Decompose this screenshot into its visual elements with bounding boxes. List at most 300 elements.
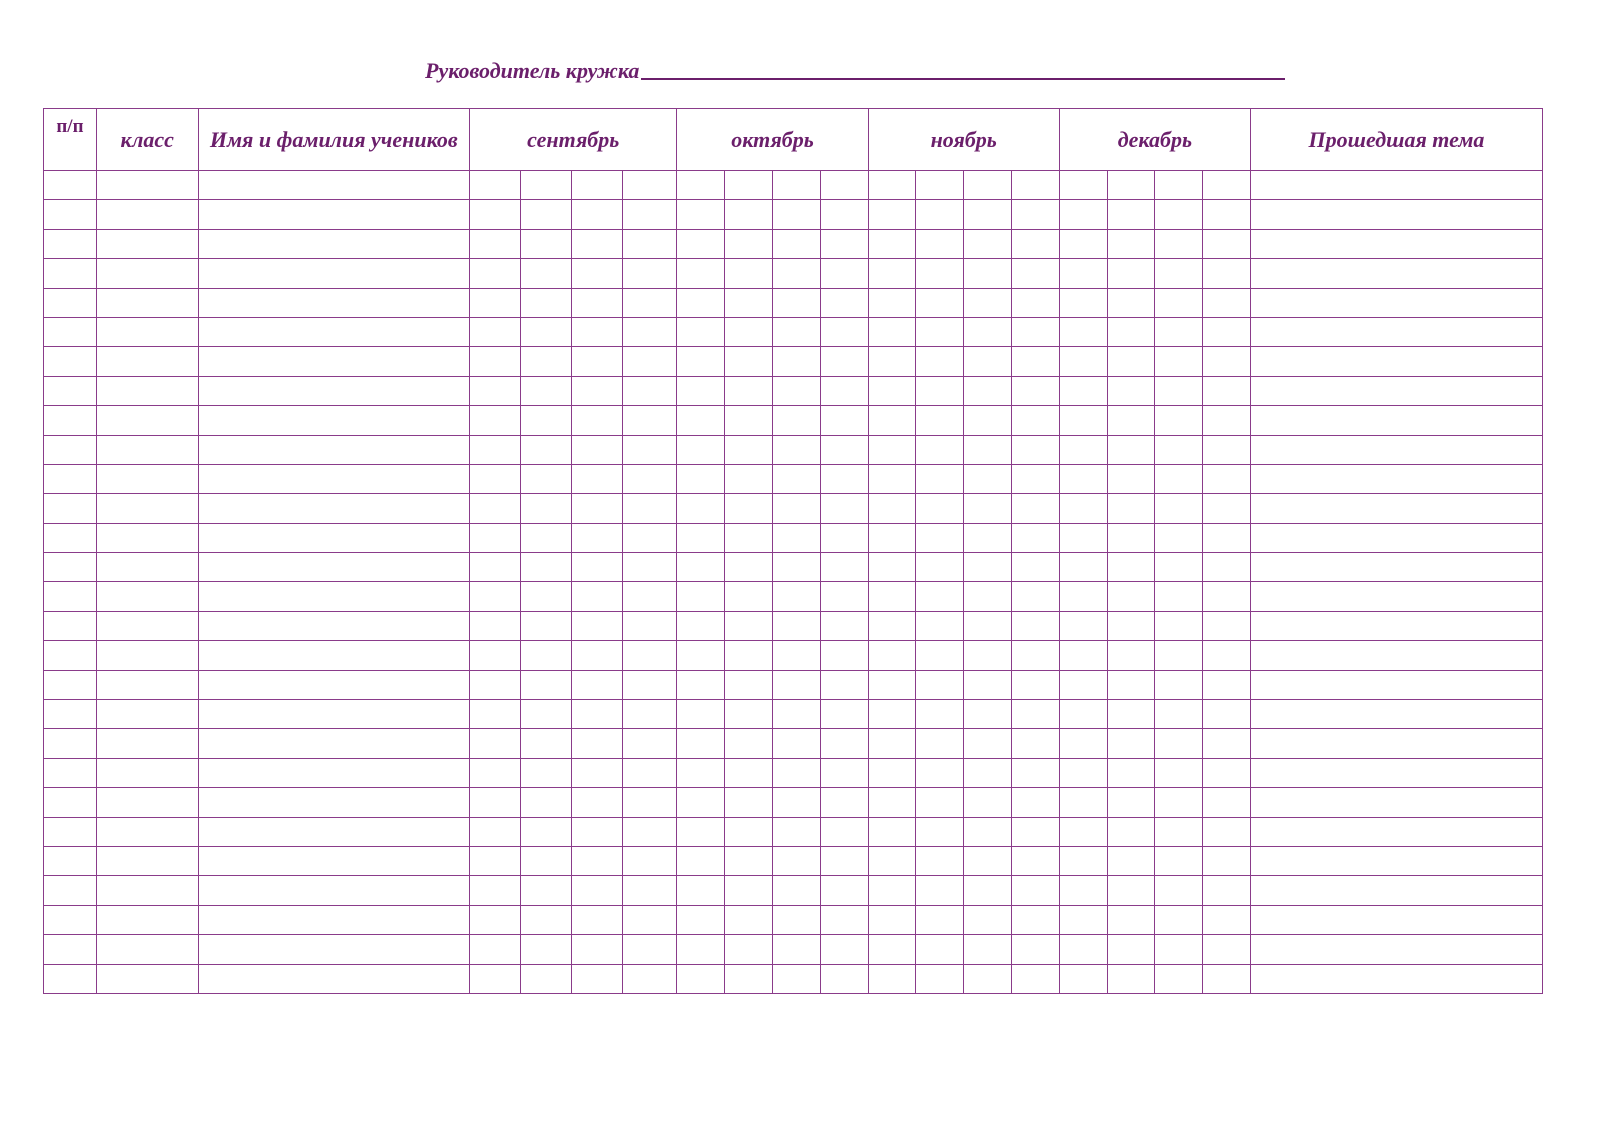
attendance-cell[interactable]: [677, 317, 725, 346]
attendance-cell[interactable]: [1203, 406, 1251, 435]
attendance-cell[interactable]: [725, 729, 773, 758]
class-cell[interactable]: [96, 171, 198, 200]
attendance-cell[interactable]: [916, 905, 964, 934]
attendance-cell[interactable]: [1059, 435, 1107, 464]
num-cell[interactable]: [44, 700, 97, 729]
attendance-cell[interactable]: [916, 788, 964, 817]
name-cell[interactable]: [198, 288, 470, 317]
attendance-cell[interactable]: [868, 611, 916, 640]
signature-line[interactable]: [641, 78, 1285, 80]
attendance-cell[interactable]: [773, 553, 821, 582]
attendance-cell[interactable]: [725, 553, 773, 582]
class-cell[interactable]: [96, 376, 198, 405]
attendance-cell[interactable]: [1107, 376, 1155, 405]
attendance-cell[interactable]: [571, 641, 622, 670]
topic-cell[interactable]: [1250, 464, 1542, 493]
attendance-cell[interactable]: [1059, 376, 1107, 405]
attendance-cell[interactable]: [916, 288, 964, 317]
attendance-cell[interactable]: [916, 200, 964, 229]
attendance-cell[interactable]: [1155, 964, 1203, 993]
name-cell[interactable]: [198, 641, 470, 670]
topic-cell[interactable]: [1250, 817, 1542, 846]
attendance-cell[interactable]: [964, 229, 1012, 258]
attendance-cell[interactable]: [520, 670, 571, 699]
name-cell[interactable]: [198, 347, 470, 376]
attendance-cell[interactable]: [1107, 964, 1155, 993]
attendance-cell[interactable]: [1155, 817, 1203, 846]
attendance-cell[interactable]: [725, 376, 773, 405]
class-cell[interactable]: [96, 229, 198, 258]
attendance-cell[interactable]: [520, 876, 571, 905]
attendance-cell[interactable]: [1155, 347, 1203, 376]
attendance-cell[interactable]: [725, 817, 773, 846]
num-cell[interactable]: [44, 523, 97, 552]
attendance-cell[interactable]: [1155, 846, 1203, 875]
attendance-cell[interactable]: [820, 641, 868, 670]
attendance-cell[interactable]: [916, 553, 964, 582]
attendance-cell[interactable]: [622, 611, 677, 640]
attendance-cell[interactable]: [520, 406, 571, 435]
attendance-cell[interactable]: [773, 317, 821, 346]
attendance-cell[interactable]: [1011, 464, 1059, 493]
topic-cell[interactable]: [1250, 553, 1542, 582]
attendance-cell[interactable]: [1011, 288, 1059, 317]
attendance-cell[interactable]: [1203, 171, 1251, 200]
attendance-cell[interactable]: [1155, 229, 1203, 258]
attendance-cell[interactable]: [1107, 229, 1155, 258]
attendance-cell[interactable]: [677, 905, 725, 934]
attendance-cell[interactable]: [1059, 259, 1107, 288]
attendance-cell[interactable]: [622, 758, 677, 787]
attendance-cell[interactable]: [1107, 788, 1155, 817]
class-cell[interactable]: [96, 317, 198, 346]
topic-cell[interactable]: [1250, 317, 1542, 346]
attendance-cell[interactable]: [470, 347, 521, 376]
name-cell[interactable]: [198, 700, 470, 729]
attendance-cell[interactable]: [1203, 876, 1251, 905]
attendance-cell[interactable]: [571, 523, 622, 552]
attendance-cell[interactable]: [1203, 200, 1251, 229]
attendance-cell[interactable]: [622, 435, 677, 464]
attendance-cell[interactable]: [868, 905, 916, 934]
num-cell[interactable]: [44, 582, 97, 611]
attendance-cell[interactable]: [520, 317, 571, 346]
attendance-cell[interactable]: [677, 758, 725, 787]
attendance-cell[interactable]: [820, 259, 868, 288]
attendance-cell[interactable]: [1059, 317, 1107, 346]
attendance-cell[interactable]: [520, 758, 571, 787]
attendance-cell[interactable]: [725, 670, 773, 699]
attendance-cell[interactable]: [1059, 788, 1107, 817]
attendance-cell[interactable]: [1203, 288, 1251, 317]
attendance-cell[interactable]: [916, 317, 964, 346]
attendance-cell[interactable]: [470, 406, 521, 435]
attendance-cell[interactable]: [571, 817, 622, 846]
attendance-cell[interactable]: [868, 553, 916, 582]
attendance-cell[interactable]: [868, 641, 916, 670]
name-cell[interactable]: [198, 406, 470, 435]
attendance-cell[interactable]: [1107, 758, 1155, 787]
attendance-cell[interactable]: [622, 788, 677, 817]
attendance-cell[interactable]: [773, 376, 821, 405]
attendance-cell[interactable]: [677, 611, 725, 640]
attendance-cell[interactable]: [1059, 523, 1107, 552]
attendance-cell[interactable]: [820, 464, 868, 493]
num-cell[interactable]: [44, 435, 97, 464]
attendance-cell[interactable]: [1155, 171, 1203, 200]
attendance-cell[interactable]: [1107, 347, 1155, 376]
attendance-cell[interactable]: [868, 758, 916, 787]
attendance-cell[interactable]: [622, 905, 677, 934]
attendance-cell[interactable]: [868, 964, 916, 993]
attendance-cell[interactable]: [1203, 553, 1251, 582]
attendance-cell[interactable]: [964, 317, 1012, 346]
attendance-cell[interactable]: [1059, 582, 1107, 611]
attendance-cell[interactable]: [622, 876, 677, 905]
attendance-cell[interactable]: [964, 494, 1012, 523]
attendance-cell[interactable]: [622, 964, 677, 993]
attendance-cell[interactable]: [470, 553, 521, 582]
attendance-cell[interactable]: [725, 641, 773, 670]
class-cell[interactable]: [96, 406, 198, 435]
attendance-cell[interactable]: [916, 494, 964, 523]
class-cell[interactable]: [96, 494, 198, 523]
attendance-cell[interactable]: [677, 729, 725, 758]
attendance-cell[interactable]: [1059, 729, 1107, 758]
attendance-cell[interactable]: [868, 376, 916, 405]
attendance-cell[interactable]: [571, 611, 622, 640]
attendance-cell[interactable]: [964, 347, 1012, 376]
attendance-cell[interactable]: [820, 876, 868, 905]
attendance-cell[interactable]: [773, 435, 821, 464]
attendance-cell[interactable]: [622, 288, 677, 317]
attendance-cell[interactable]: [1155, 523, 1203, 552]
attendance-cell[interactable]: [1059, 935, 1107, 964]
attendance-cell[interactable]: [470, 288, 521, 317]
num-cell[interactable]: [44, 553, 97, 582]
class-cell[interactable]: [96, 964, 198, 993]
attendance-cell[interactable]: [470, 259, 521, 288]
attendance-cell[interactable]: [1059, 288, 1107, 317]
attendance-cell[interactable]: [571, 846, 622, 875]
num-cell[interactable]: [44, 611, 97, 640]
attendance-cell[interactable]: [677, 876, 725, 905]
attendance-cell[interactable]: [1203, 464, 1251, 493]
attendance-cell[interactable]: [773, 905, 821, 934]
num-cell[interactable]: [44, 494, 97, 523]
attendance-cell[interactable]: [725, 347, 773, 376]
attendance-cell[interactable]: [520, 553, 571, 582]
attendance-cell[interactable]: [916, 964, 964, 993]
attendance-cell[interactable]: [622, 347, 677, 376]
name-cell[interactable]: [198, 758, 470, 787]
attendance-cell[interactable]: [571, 464, 622, 493]
attendance-cell[interactable]: [820, 758, 868, 787]
attendance-cell[interactable]: [868, 259, 916, 288]
attendance-cell[interactable]: [916, 876, 964, 905]
topic-cell[interactable]: [1250, 700, 1542, 729]
attendance-cell[interactable]: [470, 670, 521, 699]
attendance-cell[interactable]: [725, 905, 773, 934]
attendance-cell[interactable]: [1107, 171, 1155, 200]
attendance-cell[interactable]: [571, 376, 622, 405]
attendance-cell[interactable]: [1203, 670, 1251, 699]
num-cell[interactable]: [44, 758, 97, 787]
attendance-cell[interactable]: [1155, 553, 1203, 582]
name-cell[interactable]: [198, 876, 470, 905]
attendance-cell[interactable]: [520, 229, 571, 258]
attendance-cell[interactable]: [916, 347, 964, 376]
attendance-cell[interactable]: [820, 523, 868, 552]
attendance-cell[interactable]: [1011, 582, 1059, 611]
attendance-cell[interactable]: [964, 700, 1012, 729]
attendance-cell[interactable]: [916, 729, 964, 758]
attendance-cell[interactable]: [773, 200, 821, 229]
attendance-cell[interactable]: [1011, 788, 1059, 817]
attendance-cell[interactable]: [1107, 259, 1155, 288]
attendance-cell[interactable]: [677, 964, 725, 993]
attendance-cell[interactable]: [964, 729, 1012, 758]
attendance-cell[interactable]: [1107, 582, 1155, 611]
num-cell[interactable]: [44, 464, 97, 493]
attendance-cell[interactable]: [1107, 935, 1155, 964]
attendance-cell[interactable]: [622, 670, 677, 699]
class-cell[interactable]: [96, 700, 198, 729]
attendance-cell[interactable]: [677, 553, 725, 582]
attendance-cell[interactable]: [868, 700, 916, 729]
attendance-cell[interactable]: [868, 347, 916, 376]
attendance-cell[interactable]: [470, 729, 521, 758]
attendance-cell[interactable]: [520, 729, 571, 758]
attendance-cell[interactable]: [1203, 494, 1251, 523]
attendance-cell[interactable]: [520, 288, 571, 317]
attendance-cell[interactable]: [773, 758, 821, 787]
class-cell[interactable]: [96, 905, 198, 934]
attendance-cell[interactable]: [1203, 259, 1251, 288]
attendance-cell[interactable]: [773, 523, 821, 552]
attendance-cell[interactable]: [470, 229, 521, 258]
attendance-cell[interactable]: [1107, 317, 1155, 346]
attendance-cell[interactable]: [677, 935, 725, 964]
attendance-cell[interactable]: [470, 876, 521, 905]
attendance-cell[interactable]: [725, 229, 773, 258]
attendance-cell[interactable]: [1059, 758, 1107, 787]
attendance-cell[interactable]: [773, 935, 821, 964]
attendance-cell[interactable]: [964, 200, 1012, 229]
attendance-cell[interactable]: [964, 905, 1012, 934]
attendance-cell[interactable]: [820, 729, 868, 758]
attendance-cell[interactable]: [677, 376, 725, 405]
attendance-cell[interactable]: [916, 611, 964, 640]
attendance-cell[interactable]: [1107, 876, 1155, 905]
attendance-cell[interactable]: [571, 553, 622, 582]
attendance-cell[interactable]: [1107, 406, 1155, 435]
attendance-cell[interactable]: [470, 582, 521, 611]
attendance-cell[interactable]: [1059, 964, 1107, 993]
attendance-cell[interactable]: [1059, 406, 1107, 435]
attendance-cell[interactable]: [1203, 700, 1251, 729]
num-cell[interactable]: [44, 347, 97, 376]
topic-cell[interactable]: [1250, 494, 1542, 523]
attendance-cell[interactable]: [520, 464, 571, 493]
attendance-cell[interactable]: [1107, 494, 1155, 523]
attendance-cell[interactable]: [1107, 700, 1155, 729]
name-cell[interactable]: [198, 435, 470, 464]
attendance-cell[interactable]: [1059, 611, 1107, 640]
topic-cell[interactable]: [1250, 758, 1542, 787]
attendance-cell[interactable]: [1059, 876, 1107, 905]
name-cell[interactable]: [198, 171, 470, 200]
attendance-cell[interactable]: [520, 171, 571, 200]
attendance-cell[interactable]: [1011, 200, 1059, 229]
attendance-cell[interactable]: [964, 288, 1012, 317]
attendance-cell[interactable]: [1155, 758, 1203, 787]
attendance-cell[interactable]: [1155, 876, 1203, 905]
num-cell[interactable]: [44, 935, 97, 964]
attendance-cell[interactable]: [1059, 670, 1107, 699]
attendance-cell[interactable]: [1059, 553, 1107, 582]
attendance-cell[interactable]: [571, 788, 622, 817]
attendance-cell[interactable]: [820, 200, 868, 229]
attendance-cell[interactable]: [1011, 553, 1059, 582]
attendance-cell[interactable]: [1203, 347, 1251, 376]
attendance-cell[interactable]: [677, 171, 725, 200]
attendance-cell[interactable]: [1203, 758, 1251, 787]
topic-cell[interactable]: [1250, 171, 1542, 200]
attendance-cell[interactable]: [1011, 406, 1059, 435]
attendance-cell[interactable]: [916, 817, 964, 846]
attendance-cell[interactable]: [520, 582, 571, 611]
name-cell[interactable]: [198, 200, 470, 229]
num-cell[interactable]: [44, 376, 97, 405]
topic-cell[interactable]: [1250, 964, 1542, 993]
attendance-cell[interactable]: [964, 553, 1012, 582]
attendance-cell[interactable]: [1155, 670, 1203, 699]
attendance-cell[interactable]: [520, 905, 571, 934]
attendance-cell[interactable]: [1059, 700, 1107, 729]
attendance-cell[interactable]: [571, 670, 622, 699]
attendance-cell[interactable]: [520, 523, 571, 552]
attendance-cell[interactable]: [820, 229, 868, 258]
attendance-cell[interactable]: [1059, 494, 1107, 523]
attendance-cell[interactable]: [916, 229, 964, 258]
topic-cell[interactable]: [1250, 200, 1542, 229]
attendance-cell[interactable]: [725, 876, 773, 905]
attendance-cell[interactable]: [622, 200, 677, 229]
num-cell[interactable]: [44, 817, 97, 846]
attendance-cell[interactable]: [773, 171, 821, 200]
num-cell[interactable]: [44, 200, 97, 229]
name-cell[interactable]: [198, 817, 470, 846]
attendance-cell[interactable]: [916, 259, 964, 288]
attendance-cell[interactable]: [1059, 905, 1107, 934]
attendance-cell[interactable]: [964, 758, 1012, 787]
attendance-cell[interactable]: [964, 259, 1012, 288]
name-cell[interactable]: [198, 553, 470, 582]
attendance-cell[interactable]: [868, 876, 916, 905]
name-cell[interactable]: [198, 464, 470, 493]
attendance-cell[interactable]: [1155, 700, 1203, 729]
attendance-cell[interactable]: [725, 259, 773, 288]
attendance-cell[interactable]: [773, 788, 821, 817]
attendance-cell[interactable]: [1203, 317, 1251, 346]
num-cell[interactable]: [44, 229, 97, 258]
attendance-cell[interactable]: [470, 376, 521, 405]
attendance-cell[interactable]: [1155, 611, 1203, 640]
attendance-cell[interactable]: [1203, 582, 1251, 611]
attendance-cell[interactable]: [470, 464, 521, 493]
attendance-cell[interactable]: [916, 171, 964, 200]
attendance-cell[interactable]: [677, 347, 725, 376]
class-cell[interactable]: [96, 788, 198, 817]
attendance-cell[interactable]: [470, 611, 521, 640]
topic-cell[interactable]: [1250, 788, 1542, 817]
attendance-cell[interactable]: [1011, 729, 1059, 758]
attendance-cell[interactable]: [622, 406, 677, 435]
attendance-cell[interactable]: [622, 817, 677, 846]
attendance-cell[interactable]: [520, 817, 571, 846]
attendance-cell[interactable]: [520, 200, 571, 229]
attendance-cell[interactable]: [773, 876, 821, 905]
attendance-cell[interactable]: [916, 582, 964, 611]
attendance-cell[interactable]: [1155, 406, 1203, 435]
num-cell[interactable]: [44, 317, 97, 346]
attendance-cell[interactable]: [571, 259, 622, 288]
attendance-cell[interactable]: [1203, 817, 1251, 846]
attendance-cell[interactable]: [1011, 670, 1059, 699]
attendance-cell[interactable]: [677, 670, 725, 699]
attendance-cell[interactable]: [1203, 523, 1251, 552]
attendance-cell[interactable]: [571, 406, 622, 435]
attendance-cell[interactable]: [868, 229, 916, 258]
attendance-cell[interactable]: [622, 464, 677, 493]
attendance-cell[interactable]: [725, 611, 773, 640]
attendance-cell[interactable]: [520, 641, 571, 670]
num-cell[interactable]: [44, 670, 97, 699]
attendance-cell[interactable]: [1203, 611, 1251, 640]
attendance-cell[interactable]: [868, 464, 916, 493]
attendance-cell[interactable]: [916, 758, 964, 787]
attendance-cell[interactable]: [916, 935, 964, 964]
attendance-cell[interactable]: [1011, 700, 1059, 729]
attendance-cell[interactable]: [820, 935, 868, 964]
attendance-cell[interactable]: [1059, 347, 1107, 376]
attendance-cell[interactable]: [1203, 788, 1251, 817]
attendance-cell[interactable]: [1155, 788, 1203, 817]
num-cell[interactable]: [44, 905, 97, 934]
class-cell[interactable]: [96, 582, 198, 611]
num-cell[interactable]: [44, 171, 97, 200]
attendance-cell[interactable]: [622, 229, 677, 258]
attendance-cell[interactable]: [725, 846, 773, 875]
topic-cell[interactable]: [1250, 876, 1542, 905]
attendance-cell[interactable]: [1203, 935, 1251, 964]
attendance-cell[interactable]: [677, 582, 725, 611]
attendance-cell[interactable]: [964, 876, 1012, 905]
topic-cell[interactable]: [1250, 582, 1542, 611]
class-cell[interactable]: [96, 876, 198, 905]
attendance-cell[interactable]: [571, 729, 622, 758]
attendance-cell[interactable]: [916, 376, 964, 405]
class-cell[interactable]: [96, 200, 198, 229]
attendance-cell[interactable]: [1011, 611, 1059, 640]
attendance-cell[interactable]: [1011, 935, 1059, 964]
attendance-cell[interactable]: [725, 435, 773, 464]
attendance-cell[interactable]: [820, 611, 868, 640]
attendance-cell[interactable]: [1203, 905, 1251, 934]
attendance-cell[interactable]: [725, 523, 773, 552]
attendance-cell[interactable]: [725, 464, 773, 493]
